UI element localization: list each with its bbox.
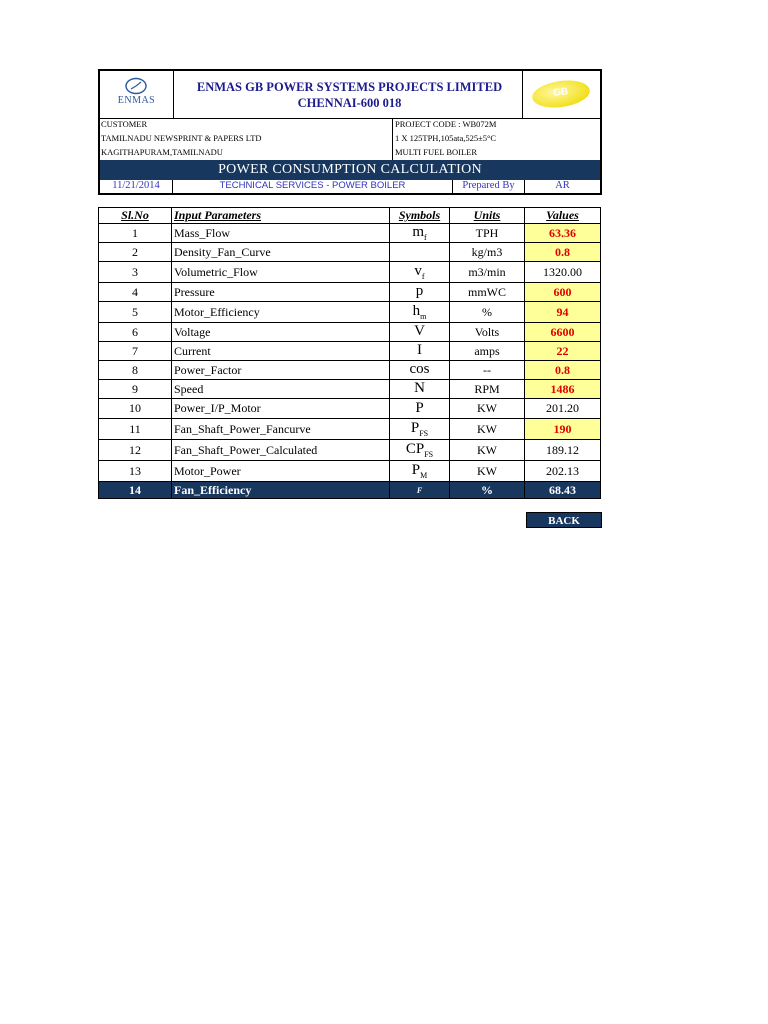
table-row: [99, 419, 601, 440]
prepared-by: AR: [555, 180, 570, 191]
row-parameter: Pressure: [172, 283, 390, 302]
row-symbol: [390, 440, 450, 461]
col-header-units: Units: [450, 208, 525, 224]
table-row: [99, 302, 601, 323]
symbol-main: p: [415, 283, 424, 299]
row-slno: 3: [99, 262, 172, 283]
row-slno: 9: [99, 380, 172, 399]
row-slno: 5: [99, 302, 172, 323]
row-unit: m3/min: [450, 262, 525, 283]
symbol-subscript: M: [420, 471, 428, 480]
row-unit: RPM: [450, 380, 525, 399]
table-row: [99, 440, 601, 461]
row-symbol: [390, 283, 450, 302]
symbol-subscript: FS: [419, 429, 429, 438]
symbol-main: m: [412, 224, 424, 240]
row-unit: KW: [450, 440, 525, 461]
symbol-subscript: m: [420, 312, 427, 321]
row-value[interactable]: 0.8: [525, 243, 601, 262]
row-parameter: Mass_Flow: [172, 224, 390, 243]
row-symbol: [390, 302, 450, 323]
row-symbol: [390, 399, 450, 419]
gb-logo-icon: [530, 77, 591, 111]
row-unit: --: [450, 361, 525, 380]
row-parameter: Volumetric_Flow: [172, 262, 390, 283]
project-info: [100, 118, 600, 161]
symbol-subscript: f: [424, 233, 427, 242]
customer-location: KAGITHAPURAM,TAMILNADU: [101, 147, 223, 157]
row-parameter: Power_I/P_Motor: [172, 399, 390, 419]
table-row: [99, 224, 601, 243]
table-header-row: [99, 208, 601, 224]
row-value[interactable]: 6600: [525, 323, 601, 342]
row-symbol: F: [390, 482, 450, 499]
row-parameter: Fan_Efficiency: [172, 482, 390, 499]
row-symbol: [390, 323, 450, 342]
enmas-logo-icon: [124, 77, 148, 95]
row-unit: mmWC: [450, 283, 525, 302]
row-slno: 1: [99, 224, 172, 243]
row-unit: KW: [450, 399, 525, 419]
row-value[interactable]: 600: [525, 283, 601, 302]
row-symbol: [390, 461, 450, 482]
customer-name: TAMILNADU NEWSPRINT & PAPERS LTD: [101, 133, 262, 143]
date: 11/21/2014: [100, 180, 173, 193]
symbol-main: cos: [409, 361, 430, 377]
header-top-row: [100, 71, 600, 119]
row-unit: %: [450, 482, 525, 499]
table-row-fan-efficiency: [99, 482, 601, 499]
prepared-by-label: Prepared By: [452, 180, 525, 193]
table-row: [99, 323, 601, 342]
row-parameter: Fan_Shaft_Power_Fancurve: [172, 419, 390, 440]
info-bar: [100, 180, 600, 193]
row-unit: %: [450, 302, 525, 323]
symbol-main: P: [411, 462, 421, 478]
symbol-main: I: [417, 342, 422, 358]
row-value[interactable]: 1486: [525, 380, 601, 399]
row-parameter: Motor_Power: [172, 461, 390, 482]
row-symbol: [390, 419, 450, 440]
row-parameter: Voltage: [172, 323, 390, 342]
department: TECHNICAL SERVICES - POWER BOILER: [219, 180, 406, 191]
table-row: [99, 342, 601, 361]
row-value: 201.20: [525, 399, 601, 419]
boiler-spec: 1 X 125TPH,105ata,525±5°C: [395, 133, 497, 143]
row-unit: TPH: [450, 224, 525, 243]
logo-text: ENMAS: [117, 95, 156, 106]
row-value: 1320.00: [525, 262, 601, 283]
symbol-main: V: [414, 323, 425, 339]
row-unit: Volts: [450, 323, 525, 342]
row-value[interactable]: 0.8: [525, 361, 601, 380]
page-title-bar: [100, 160, 600, 180]
back-button[interactable]: BACK: [526, 512, 602, 528]
col-header-symbols: Symbols: [390, 208, 450, 224]
row-symbol: [390, 380, 450, 399]
company-line-1: ENMAS GB POWER SYSTEMS PROJECTS LIMITED: [196, 80, 503, 94]
table-body: [99, 224, 601, 499]
row-slno: 11: [99, 419, 172, 440]
col-header-parameters: Input Parameters: [172, 208, 390, 224]
row-parameter: Power_Factor: [172, 361, 390, 380]
row-parameter: Fan_Shaft_Power_Calculated: [172, 440, 390, 461]
enmas-logo: [100, 71, 174, 118]
symbol-main: CP: [405, 441, 425, 457]
row-symbol: [390, 262, 450, 283]
row-slno: 14: [99, 482, 172, 499]
row-value: 68.43: [525, 482, 601, 499]
symbol-main: N: [414, 380, 425, 396]
symbol-main: P: [410, 420, 420, 436]
row-value[interactable]: 63.36: [525, 224, 601, 243]
project-code: PROJECT CODE : WB072M: [395, 119, 497, 129]
symbol-main: h: [412, 303, 421, 319]
symbol-main: v: [414, 263, 422, 279]
row-slno: 8: [99, 361, 172, 380]
row-unit: KW: [450, 419, 525, 440]
row-value: 189.12: [525, 440, 601, 461]
row-value[interactable]: 22: [525, 342, 601, 361]
company-name: [174, 71, 525, 118]
row-value: 202.13: [525, 461, 601, 482]
row-unit: amps: [450, 342, 525, 361]
row-symbol: [390, 224, 450, 243]
divider: [392, 118, 393, 160]
col-header-values: Values: [525, 208, 601, 224]
symbol-main: P: [415, 399, 424, 416]
parameters-table: [98, 207, 601, 499]
row-slno: 12: [99, 440, 172, 461]
row-slno: 13: [99, 461, 172, 482]
table-row: [99, 380, 601, 399]
row-unit: KW: [450, 461, 525, 482]
row-slno: 6: [99, 323, 172, 342]
row-symbol: [390, 361, 450, 380]
company-line-2: CHENNAI-600 018: [297, 96, 402, 110]
row-value[interactable]: 94: [525, 302, 601, 323]
table-row: [99, 283, 601, 302]
col-header-slno: Sl.No: [99, 208, 172, 224]
table-row: [99, 461, 601, 482]
row-unit: kg/m3: [450, 243, 525, 262]
boiler-type: MULTI FUEL BOILER: [395, 147, 478, 157]
row-symbol: [390, 342, 450, 361]
row-symbol: [390, 243, 450, 262]
gb-logo-text: GB: [552, 86, 569, 100]
page-title: POWER CONSUMPTION CALCULATION: [218, 162, 482, 177]
symbol-subscript: f: [421, 272, 425, 281]
row-slno: 7: [99, 342, 172, 361]
table-row: [99, 262, 601, 283]
gb-logo: [522, 71, 600, 118]
row-parameter: Current: [172, 342, 390, 361]
symbol-subscript: FS: [424, 450, 434, 459]
row-slno: 4: [99, 283, 172, 302]
table-row: [99, 399, 601, 419]
table-row: [99, 243, 601, 262]
row-slno: 2: [99, 243, 172, 262]
header-block: [98, 69, 602, 195]
row-value[interactable]: 190: [525, 419, 601, 440]
row-parameter: Speed: [172, 380, 390, 399]
row-parameter: Motor_Efficiency: [172, 302, 390, 323]
row-parameter: Density_Fan_Curve: [172, 243, 390, 262]
row-slno: 10: [99, 399, 172, 419]
table-row: [99, 361, 601, 380]
customer-label: CUSTOMER: [101, 119, 148, 129]
